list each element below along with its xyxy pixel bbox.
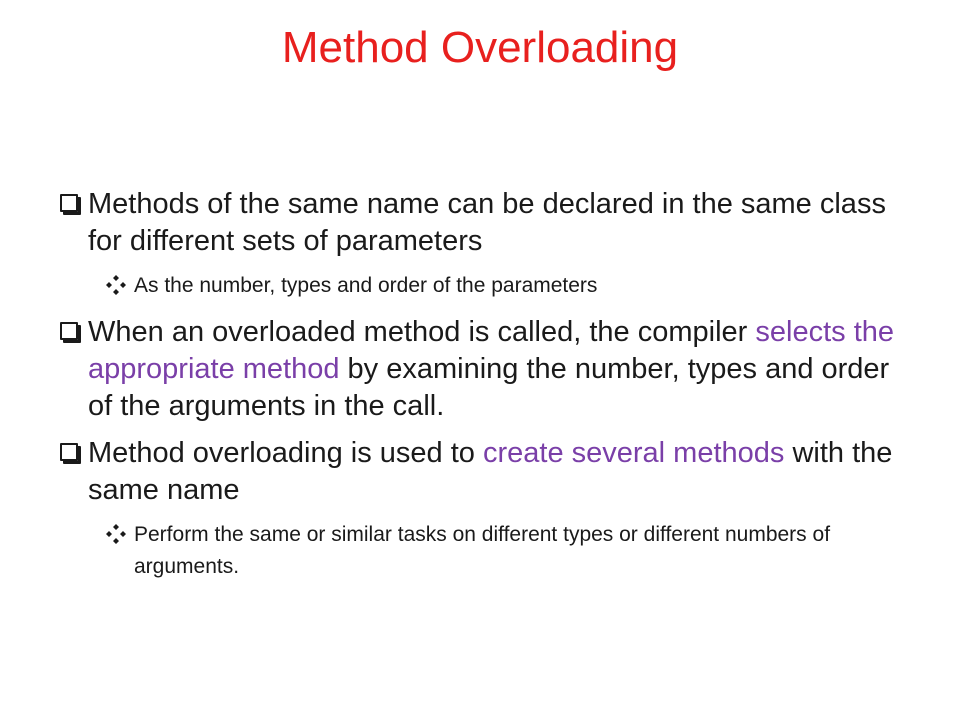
slide-title: Method Overloading bbox=[281, 23, 679, 72]
bullet-text: by examining the number, types and order of the arguments in the call. bbox=[88, 353, 890, 422]
sub-bullet-item bbox=[60, 519, 920, 583]
sub-bullet-item bbox=[60, 270, 920, 302]
bullet-item bbox=[60, 435, 920, 509]
four-diamond-bullet-icon bbox=[106, 275, 126, 295]
four-diamond-bullet-icon bbox=[106, 524, 126, 544]
bullet-text: with the same name bbox=[88, 437, 893, 506]
highlighted-text: create several methods bbox=[482, 437, 785, 469]
bullet-text: Method overloading is used to bbox=[88, 437, 483, 469]
bullet-item bbox=[60, 186, 920, 260]
bullet-text: Methods of the same name can be declared in the same class for different sets of parameters bbox=[88, 188, 886, 257]
hollow-square-bullet-icon bbox=[60, 194, 78, 212]
sub-bullet-text: Perform the same or similar tasks on different types or different numbers of arguments. bbox=[134, 523, 831, 578]
bullet-list bbox=[60, 186, 920, 595]
bullet-text: When an overloaded method is called, the compiler bbox=[88, 316, 756, 348]
bullet-item bbox=[60, 314, 920, 425]
hollow-square-bullet-icon bbox=[60, 322, 78, 340]
hollow-square-bullet-icon bbox=[60, 443, 78, 461]
highlighted-text: selects the appropriate method bbox=[88, 316, 895, 385]
sub-bullet-text: As the number, types and order of the parameters bbox=[134, 274, 598, 297]
